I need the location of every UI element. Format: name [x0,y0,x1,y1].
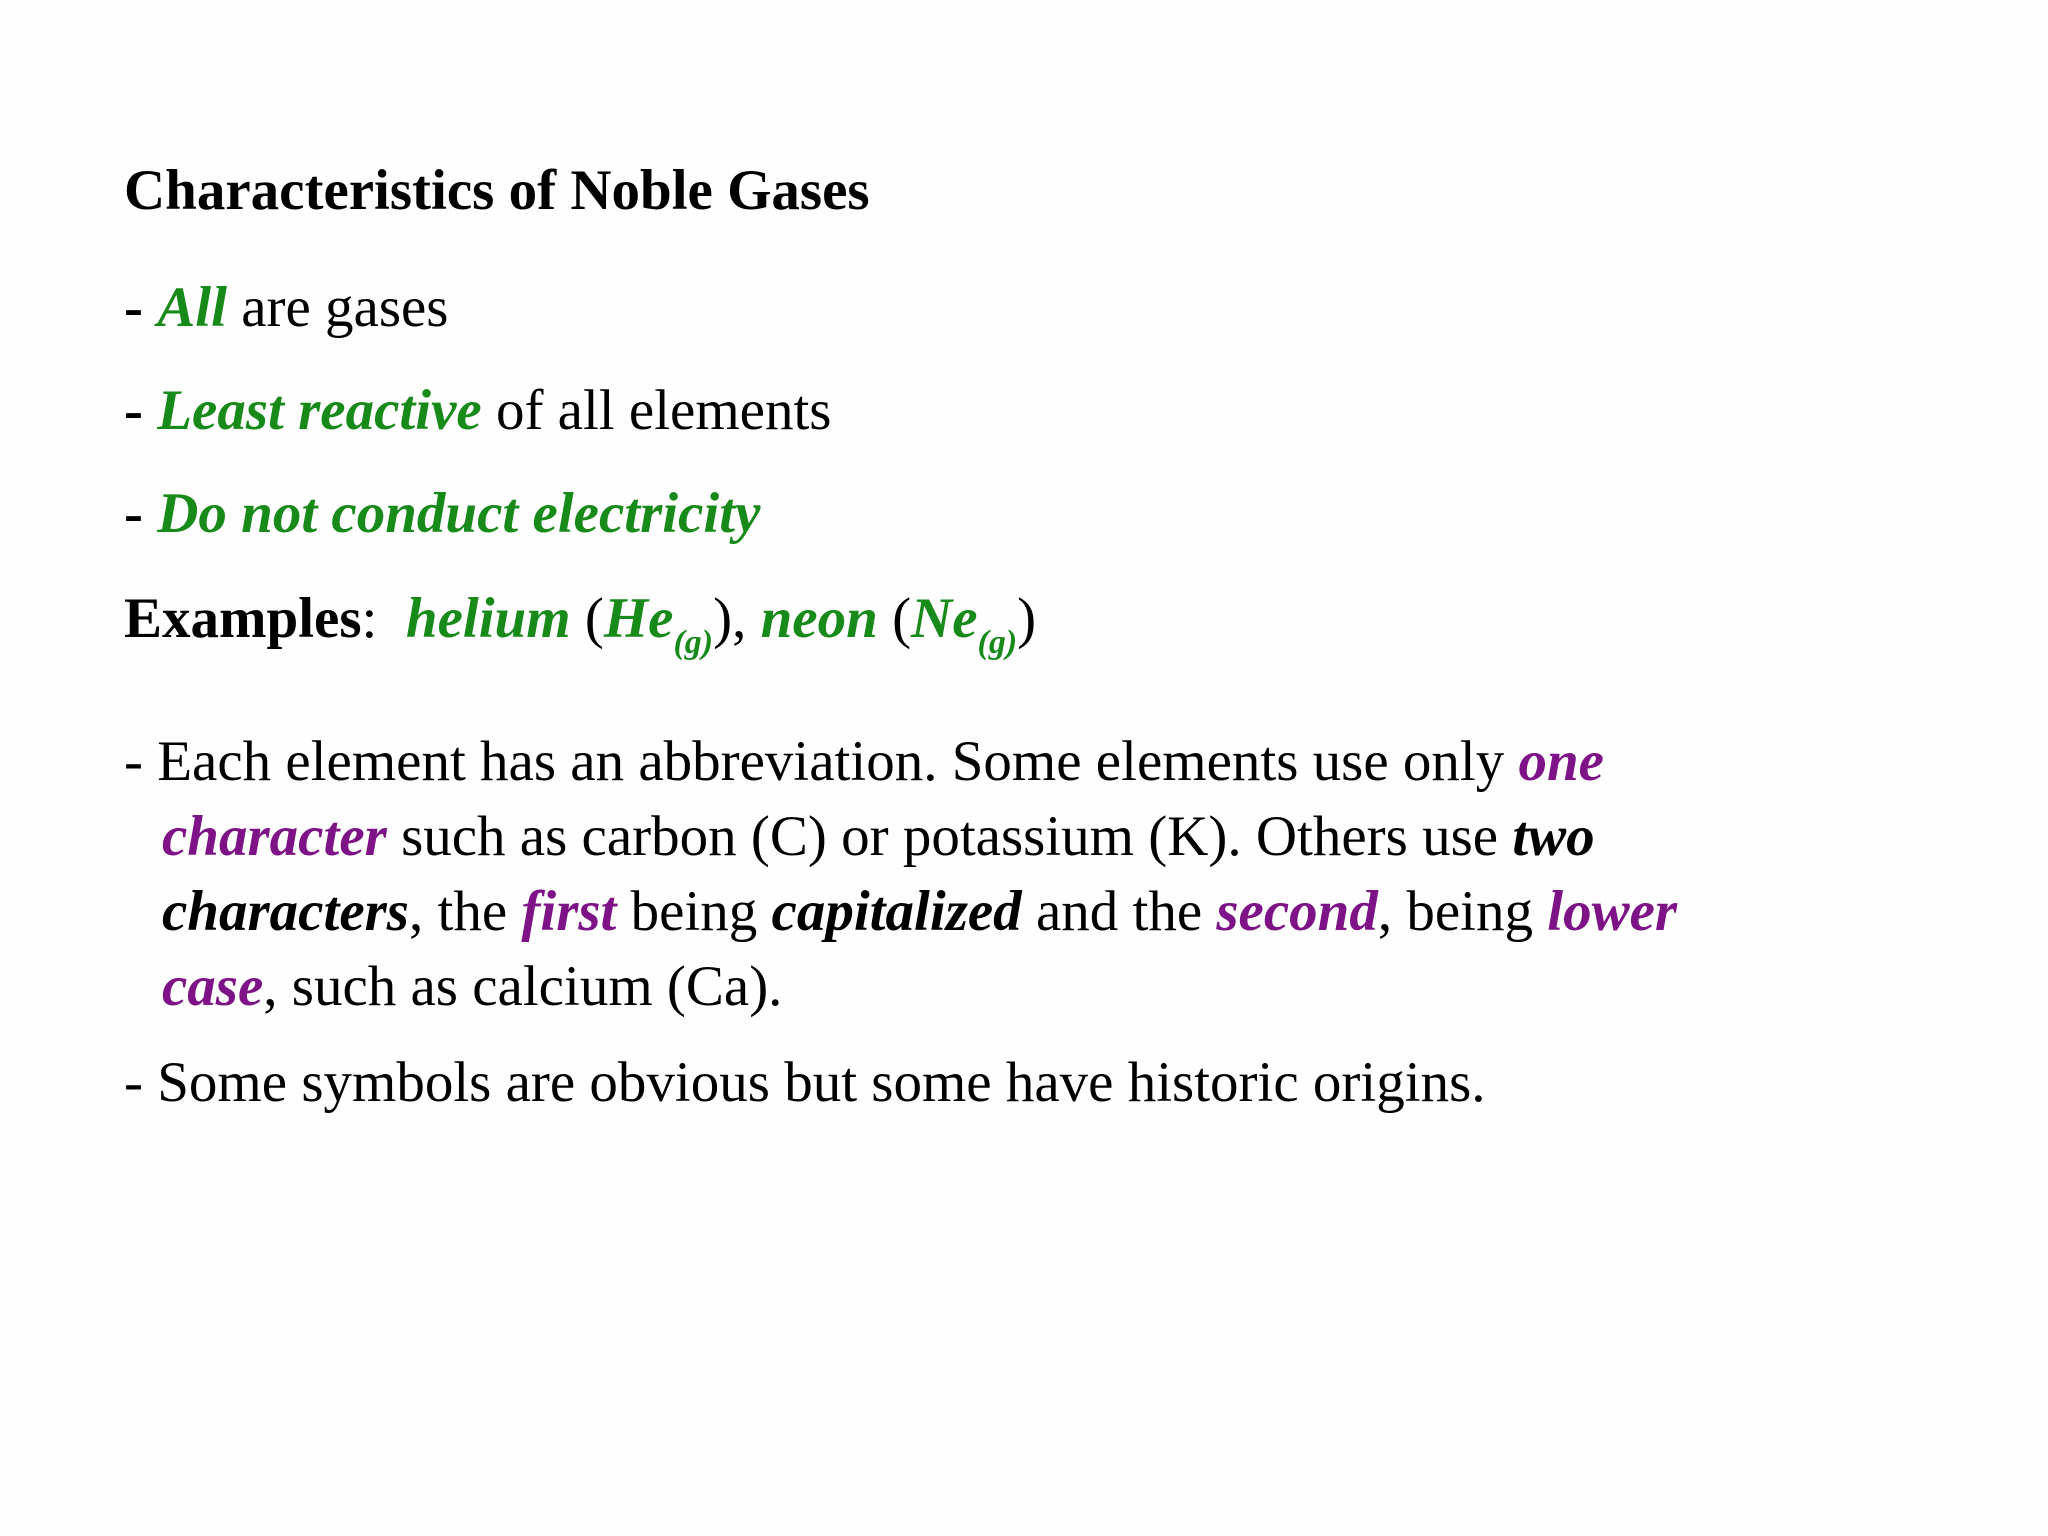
emphasis-second: second [1216,880,1378,943]
paragraph-row-1 [124,724,1944,799]
bullet-all-gases [124,275,448,341]
bullet-least-reactive [124,378,831,444]
paragraph-text: , the [408,880,522,943]
emphasis-case: case [162,955,264,1018]
paragraph-row-3 [124,874,1944,949]
emphasis-capitalized: capitalized [771,880,1022,943]
bullet-emphasis: All [157,276,227,339]
paragraph-text: being [616,880,772,943]
examples-colon: : [361,587,378,650]
emphasis-characters: characters [162,880,409,943]
slide-title: Characteristics of Noble Gases [124,159,870,222]
paragraph-text: and the [1021,880,1217,943]
abbreviation-paragraph [124,724,1944,1024]
examples-separator: ), [713,587,761,650]
bullet-emphasis: Least reactive [157,379,482,442]
example-helium-symbol: He [603,587,674,650]
paragraph-row-2 [124,799,1944,874]
examples-label: Examples [124,587,362,650]
example-helium-state: (g) [673,624,714,661]
emphasis-one: one [1518,730,1604,793]
bullet-dash: - [124,276,143,339]
bullet-no-conduct [124,481,760,547]
example-neon-state: (g) [977,624,1018,661]
paragraph-text: - Each element has an abbreviation. Some elements use only [124,730,1519,793]
paragraph-row-4 [124,949,1944,1024]
emphasis-first: first [521,880,617,943]
examples-line: Examples: helium $(He_{(g)})$, neon $(Ne_{(g)})$ [124,587,1037,661]
paragraph-text: , being [1377,880,1548,943]
emphasis-character: character [162,805,387,868]
bullet-text: are gases [226,276,449,339]
bullet-dash: - [124,379,143,442]
example-neon-symbol: Ne [911,587,978,650]
example-helium-name: helium [405,587,571,650]
bullet-historic-origins: - Some symbols are obvious but some have historic origins. [124,1051,1486,1114]
bullet-dash: - [124,482,143,545]
emphasis-lower: lower [1547,880,1678,943]
bullet-emphasis: Do not conduct electricity [157,482,761,545]
emphasis-two: two [1512,805,1595,868]
paragraph-text: , such as calcium (Ca). [263,955,783,1018]
bullet-text: of all elements [481,379,832,442]
paragraph-text: such as carbon (C) or potassium (K). Others use [386,805,1513,868]
example-neon-name: neon [760,587,878,650]
